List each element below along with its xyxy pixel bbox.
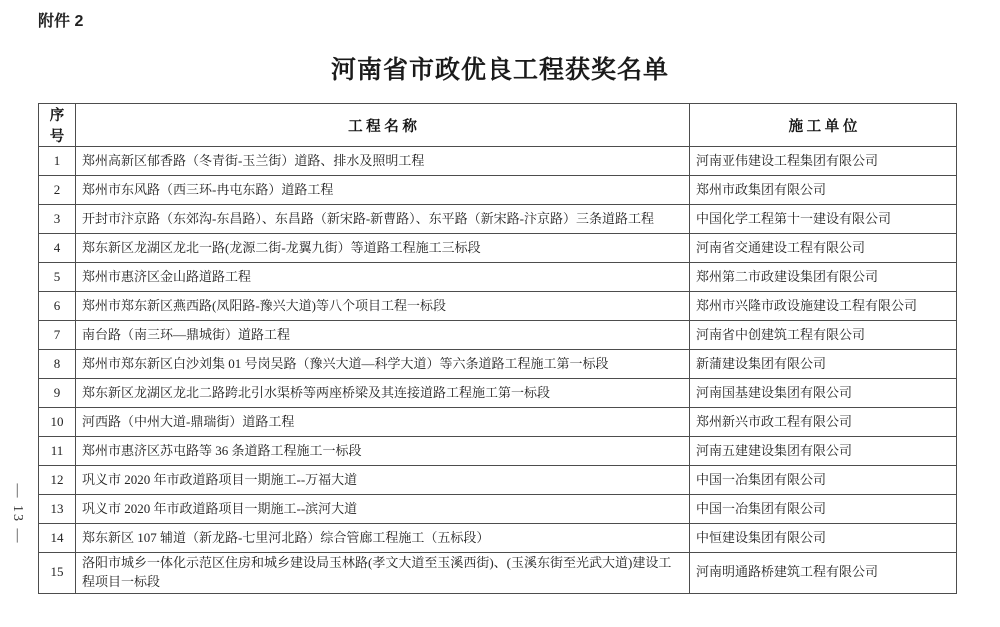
table-row [39,147,957,176]
construction-unit-cell: 河南国基建设集团有限公司 [690,379,957,408]
construction-unit-cell: 河南五建建设集团有限公司 [690,437,957,466]
project-name-cell: 郑州市东风路（西三环-冉屯东路）道路工程 [76,176,690,205]
row-number-cell: 13 [39,495,76,524]
header-no: 序号 [39,104,76,147]
row-number-cell: 4 [39,234,76,263]
project-name-cell: 郑州高新区郁香路（冬青街-玉兰街）道路、排水及照明工程 [76,147,690,176]
row-number-cell: 8 [39,350,76,379]
construction-unit-cell: 中国一冶集团有限公司 [690,495,957,524]
project-name-cell: 巩义市 2020 年市政道路项目一期施工--滨河大道 [76,495,690,524]
attachment-label: 附件 2 [38,13,84,30]
table-row [39,466,957,495]
row-number-cell: 6 [39,292,76,321]
construction-unit-cell: 河南省中创建筑工程有限公司 [690,321,957,350]
table-row [39,205,957,234]
project-name-cell: 河西路（中州大道-鼎瑞街）道路工程 [76,408,690,437]
project-name-cell: 郑东新区 107 辅道（新龙路-七里河北路）综合管廊工程施工（五标段） [76,524,690,553]
row-number-cell: 3 [39,205,76,234]
row-number-cell: 2 [39,176,76,205]
construction-unit-cell: 中国一冶集团有限公司 [690,466,957,495]
page-title: 河南省市政优良工程获奖名单 [330,56,669,84]
table-row [39,553,957,594]
table-row [39,263,957,292]
row-number-cell: 5 [39,263,76,292]
award-table [38,103,957,594]
row-number-cell: 14 [39,524,76,553]
table-row [39,437,957,466]
table-row [39,408,957,437]
construction-unit-cell: 中国化学工程第十一建设有限公司 [690,205,957,234]
project-name-cell: 郑东新区龙湖区龙北二路跨北引水渠桥等两座桥梁及其连接道路工程施工第一标段 [76,379,690,408]
table-row [39,350,957,379]
construction-unit-cell: 河南亚伟建设工程集团有限公司 [690,147,957,176]
row-number-cell: 7 [39,321,76,350]
construction-unit-cell: 河南明通路桥建筑工程有限公司 [690,553,957,594]
row-number-cell: 1 [39,147,76,176]
table-row [39,234,957,263]
row-number-cell: 15 [39,553,76,594]
header-project-name: 工 程 名 称 [76,104,690,147]
construction-unit-cell: 郑州市政集团有限公司 [690,176,957,205]
table-row [39,495,957,524]
project-name-cell: 洛阳市城乡一体化示范区住房和城乡建设局玉林路(孝文大道至玉溪西街)、(玉溪东街至光武大道)建设工程项目一标段 [76,553,690,594]
table-header-row [39,104,957,147]
project-name-cell: 郑州市郑东新区白沙刘集 01 号岗吴路（豫兴大道—科学大道）等六条道路工程施工第一标段 [76,350,690,379]
construction-unit-cell: 中恒建设集团有限公司 [690,524,957,553]
project-name-cell: 开封市汴京路（东郊沟-东昌路）、东昌路（新宋路-新曹路）、东平路（新宋路-汴京路）三条道路工程 [76,205,690,234]
table-row [39,292,957,321]
page-number: — 13 — [10,483,25,545]
row-number-cell: 12 [39,466,76,495]
project-name-cell: 南台路（南三环—鼎城街）道路工程 [76,321,690,350]
table-row [39,321,957,350]
project-name-cell: 郑州市惠济区苏屯路等 36 条道路工程施工一标段 [76,437,690,466]
table-row [39,524,957,553]
row-number-cell: 11 [39,437,76,466]
construction-unit-cell: 郑州新兴市政工程有限公司 [690,408,957,437]
project-name-cell: 郑州市惠济区金山路道路工程 [76,263,690,292]
project-name-cell: 巩义市 2020 年市政道路项目一期施工--万福大道 [76,466,690,495]
table-row [39,176,957,205]
row-number-cell: 10 [39,408,76,437]
table-row [39,379,957,408]
project-name-cell: 郑州市郑东新区燕西路(凤阳路-豫兴大道)等八个项目工程一标段 [76,292,690,321]
construction-unit-cell: 新蒲建设集团有限公司 [690,350,957,379]
row-number-cell: 9 [39,379,76,408]
construction-unit-cell: 河南省交通建设工程有限公司 [690,234,957,263]
construction-unit-cell: 郑州市兴隆市政设施建设工程有限公司 [690,292,957,321]
header-construction-unit: 施 工 单 位 [690,104,957,147]
project-name-cell: 郑东新区龙湖区龙北一路(龙源二街-龙翼九街）等道路工程施工三标段 [76,234,690,263]
construction-unit-cell: 郑州第二市政建设集团有限公司 [690,263,957,292]
